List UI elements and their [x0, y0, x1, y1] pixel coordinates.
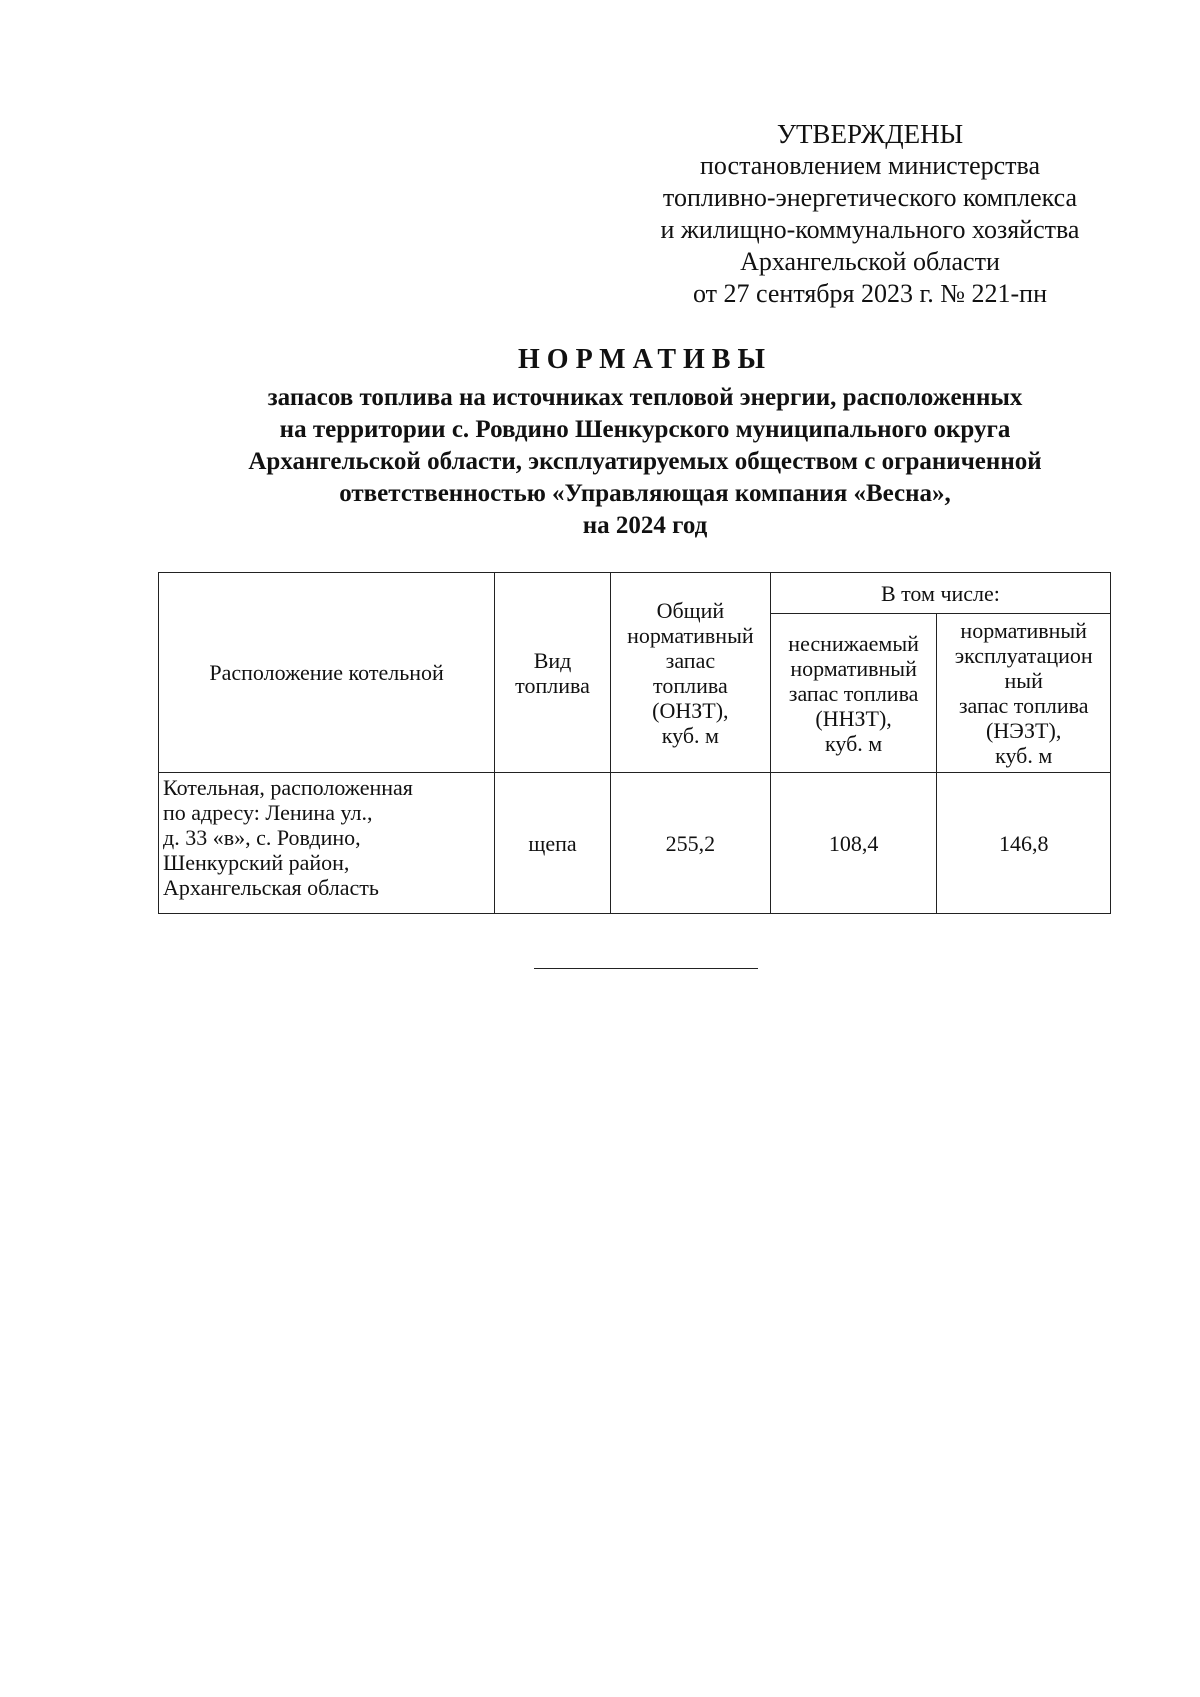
document-subtitle-line: запасов топлива на источниках тепловой энергии, расположенных	[267, 384, 1023, 411]
header-nezt-line: куб. м	[995, 743, 1053, 768]
fuel-norms-table	[158, 572, 1111, 914]
header-nnzt-line: нормативный	[790, 655, 917, 681]
header-nnzt-line: куб. м	[825, 730, 883, 756]
header-nnzt-line: запас топлива	[788, 680, 919, 706]
header-nnzt	[770, 614, 937, 773]
header-fuel-type-line: Вид	[533, 647, 572, 673]
cell-total-onzt: 255,2	[610, 773, 770, 914]
header-nezt-line: (НЭЗТ),	[986, 718, 1062, 743]
approval-block	[600, 118, 1140, 310]
header-location-label: Расположение котельной	[209, 660, 444, 685]
header-nezt-line: нормативный	[960, 618, 1087, 643]
approval-line: постановлением министерства	[699, 151, 1041, 180]
approval-line: и жилищно-коммунального хозяйства	[660, 215, 1080, 244]
header-total-onzt	[610, 573, 770, 773]
header-nnzt-line: неснижаемый	[788, 630, 919, 656]
header-nezt-line: ный	[1004, 668, 1043, 693]
cell-location	[159, 773, 495, 914]
cell-location-line: по адресу: Ленина ул.,	[163, 800, 373, 825]
header-total-line: куб. м	[661, 722, 719, 748]
document-title-block	[120, 342, 1170, 542]
cell-location-line: Шенкурский район,	[163, 850, 350, 875]
closing-rule	[534, 968, 758, 969]
document-subtitle-line: ответственностью «Управляющая компания «Весна»,	[339, 480, 951, 507]
cell-fuel-type: щепа	[495, 773, 611, 914]
header-nezt	[937, 614, 1111, 773]
document-subtitle-line: на территории с. Ровдино Шенкурского муниципального округа	[279, 416, 1011, 443]
header-total-line: запас	[665, 647, 716, 673]
cell-location-line: Котельная, расположенная	[163, 775, 413, 800]
header-including	[770, 573, 1110, 614]
cell-nnzt: 108,4	[770, 773, 937, 914]
header-fuel-type-line: топлива	[515, 672, 590, 698]
approval-line: от 27 сентября 2023 г. № 221-пн	[692, 279, 1048, 308]
header-total-line: Общий	[656, 597, 725, 623]
header-nezt-line: запас топлива	[958, 693, 1089, 718]
document-subtitle-line: Архангельской области, эксплуатируемых обществом с ограниченной	[248, 448, 1042, 475]
header-total-line: топлива	[653, 672, 728, 698]
header-location	[159, 573, 495, 773]
header-nnzt-line: (ННЗТ),	[815, 705, 892, 731]
header-including-label: В том числе:	[880, 580, 1000, 606]
header-fuel-type	[495, 573, 611, 773]
approval-heading: УТВЕРЖДЕНЫ	[776, 119, 964, 149]
header-nezt-line: эксплуатацион	[954, 643, 1093, 668]
document-subtitle-line: на 2024 год	[582, 512, 708, 539]
document-title: НОРМАТИВЫ	[518, 344, 772, 375]
header-total-line: нормативный	[627, 622, 754, 648]
approval-line: топливно-энергетического комплекса	[662, 183, 1078, 212]
cell-location-line: Архангельская область	[163, 875, 379, 900]
table-header-row	[159, 573, 1111, 614]
cell-nezt: 146,8	[937, 773, 1111, 914]
table-row	[159, 773, 1111, 914]
cell-location-line: д. 33 «в», с. Ровдино,	[163, 825, 361, 850]
approval-line: Архангельской области	[740, 247, 1000, 276]
header-total-line: (ОНЗТ),	[652, 697, 729, 723]
